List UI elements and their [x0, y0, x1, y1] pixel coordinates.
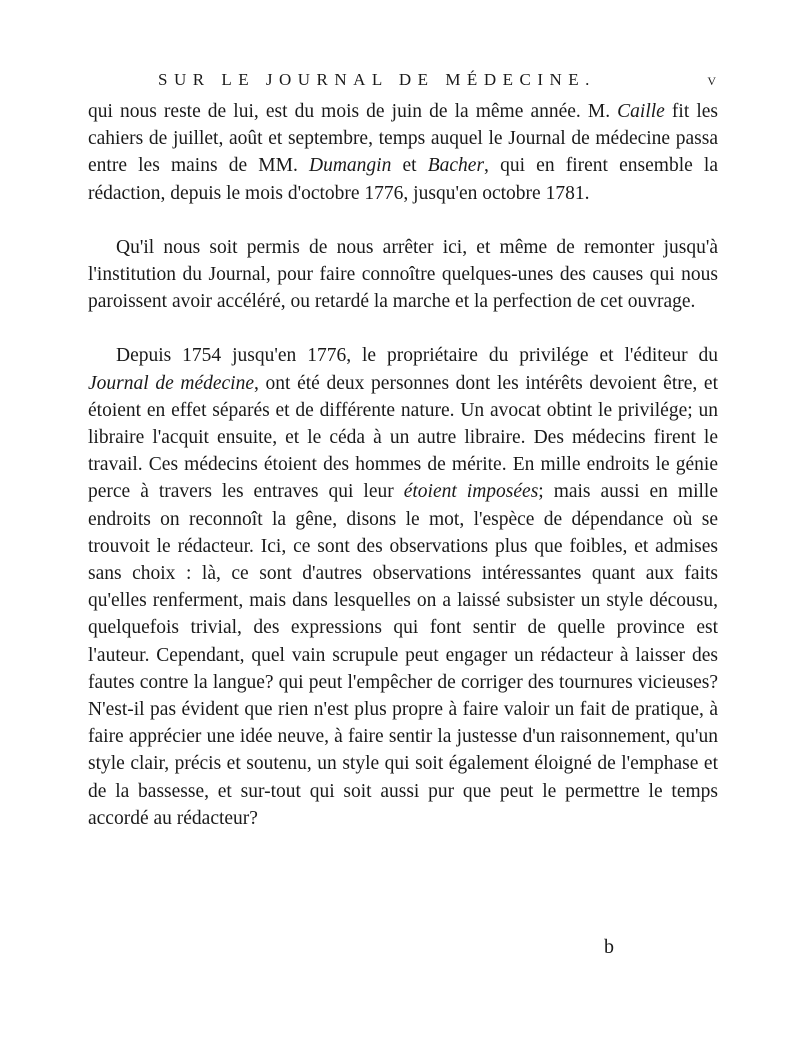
body-text [88, 98, 718, 832]
paragraph-3 [88, 342, 718, 832]
text-run: et [391, 155, 428, 177]
paragraph-2 [88, 234, 718, 316]
page-number: v [707, 70, 718, 89]
signature-mark: b [604, 936, 614, 958]
text-run: Depuis 1754 jusqu'en 1776, le propriétaire du privilége et l'éditeur du [116, 345, 718, 367]
text-run: fit les cahiers de juillet, août et septembre, temps auquel le Journal de médecine passa entre les mains de MM. [88, 101, 718, 177]
text-run: , ont été deux personnes dont les intérêts devoient être, et étoient en effet séparés et de différente nature. Un avocat obtint le privilége; un libraire l'acquit ensuite, et le céda à un autre libraire. Des médecins firent le travail. Ces médecins étoient des hommes de mérite. En mille endroits le génie perce à travers les entraves qui leur [88, 372, 718, 503]
text-run: Qu'il nous soit permis de nous arrêter ici, et même de remonter jusqu'à l'institution du Journal, pour faire connoître quelques-unes des causes qui nous paroissent avoir accéléré, ou retardé la marche et la perfection de cet ouvrage. [88, 236, 718, 313]
italic-text: Bacher [427, 155, 485, 177]
italic-text: Dumangin [308, 155, 392, 177]
running-title: SUR LE JOURNAL DE MÉDECINE. [158, 70, 596, 89]
page-header [88, 70, 718, 96]
italic-text: étoient imposées [403, 481, 539, 503]
text-run: qui nous reste de lui, est du mois de juin de la même année. M. [88, 101, 618, 122]
text-run: ; mais aussi en mille endroits on reconnoît la gêne, disons le mot, l'espèce de dépendance où se trouvoit le rédacteur. Ici, ce sont des observations plus que foibles, et admises sans choix : là, ce sont d'autres observations intéressantes quant aux faits qu'elles renferment, mais dans lesquelles on a laissé subsister un style décousu, quelquefois trivial, des expressions qui font sentir de quelle province est l'auteur. Cependant, quel vain scrupule peut engager un rédacteur à laisser des fautes contre la langue? qui peut l'empêcher de corriger des tournures vicieuses? N'est-il pas évident que rien n'est plus propre à faire valoir un fait de pratique, à faire apprécier une idée neuve, à faire sentir la justesse d'un raisonnement, qu'un style clair, précis et soutenu, un style qui soit également éloigné de l'emphase et de la bassesse, et sur-tout qui soit aussi pur que peut le permettre le temps accordé au rédacteur? [88, 481, 718, 829]
italic-text: Caille [617, 101, 665, 122]
paragraph-1 [88, 98, 718, 207]
text-run: , qui en firent ensemble la rédaction, depuis le mois d'octobre 1776, jusqu'en octobre 1781. [88, 155, 718, 204]
italic-text: Journal de médecine [88, 372, 254, 394]
